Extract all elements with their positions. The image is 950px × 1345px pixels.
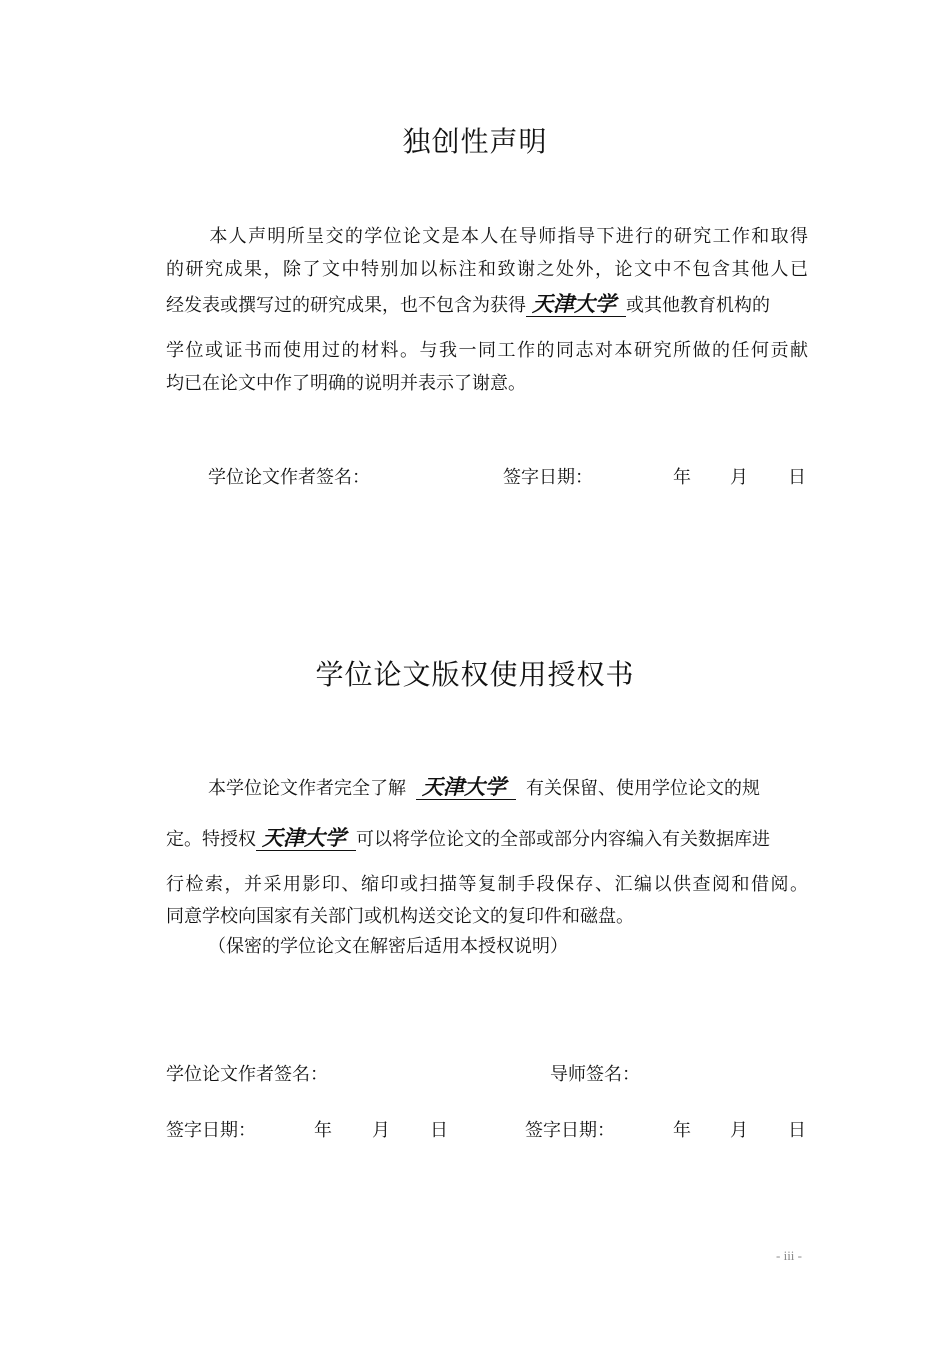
date-day: 日	[430, 1120, 448, 1141]
authorization-line-4: 同意学校向国家有关部门或机构送交论文的复印件和磁盘。	[166, 906, 634, 927]
signature-date-label: 签字日期：	[166, 1120, 256, 1141]
signature-date-label: 签字日期：	[503, 467, 593, 488]
date-month: 月	[730, 467, 748, 488]
declaration-line-5: 均已在论文中作了明确的说明并表示了谢意。	[166, 373, 526, 394]
page-number: - iii -	[776, 1248, 802, 1263]
date-month: 月	[372, 1120, 390, 1141]
declaration-line-2: 的研究成果，除了文中特别加以标注和致谢之处外，论文中不包含其他人已	[166, 259, 808, 280]
declaration-line-4: 学位或证书而使用过的材料。与我一同工作的同志对本研究所做的任何贡献	[166, 340, 808, 361]
advisor-date-month: 月	[730, 1120, 748, 1141]
advisor-date-year: 年	[673, 1120, 691, 1141]
advisor-date-day: 日	[788, 1120, 806, 1141]
date-year: 年	[673, 467, 691, 488]
university-name: 天津大学	[256, 826, 356, 851]
advisor-signature-label: 导师签名：	[550, 1064, 640, 1085]
authorization-title: 学位论文版权使用授权书	[315, 658, 635, 691]
authorization-line-1: 本学位论文作者完全了解 天津大学 有关保留、使用学位论文的规	[208, 775, 760, 799]
authorization-line-3: 行检索，并采用影印、缩印或扫描等复制手段保存、汇编以供查阅和借阅。	[166, 874, 808, 895]
declaration-title: 独创性声明	[402, 125, 548, 158]
date-year: 年	[314, 1120, 332, 1141]
advisor-date-label: 签字日期：	[525, 1120, 615, 1141]
author-signature-label: 学位论文作者签名：	[208, 467, 370, 488]
declaration-line-3: 经发表或撰写过的研究成果，也不包含为获得 天津大学 或其他教育机构的	[166, 292, 770, 316]
date-day: 日	[788, 467, 806, 488]
university-name: 天津大学	[526, 292, 626, 317]
authorization-note: （保密的学位论文在解密后适用本授权说明）	[208, 936, 568, 957]
author-signature-label: 学位论文作者签名：	[166, 1064, 328, 1085]
university-name: 天津大学	[416, 775, 516, 800]
declaration-line-1: 本人声明所呈交的学位论文是本人在导师指导下进行的研究工作和取得	[208, 226, 808, 247]
authorization-line-2: 定。特授权 天津大学 可以将学位论文的全部或部分内容编入有关数据库进	[166, 826, 770, 850]
